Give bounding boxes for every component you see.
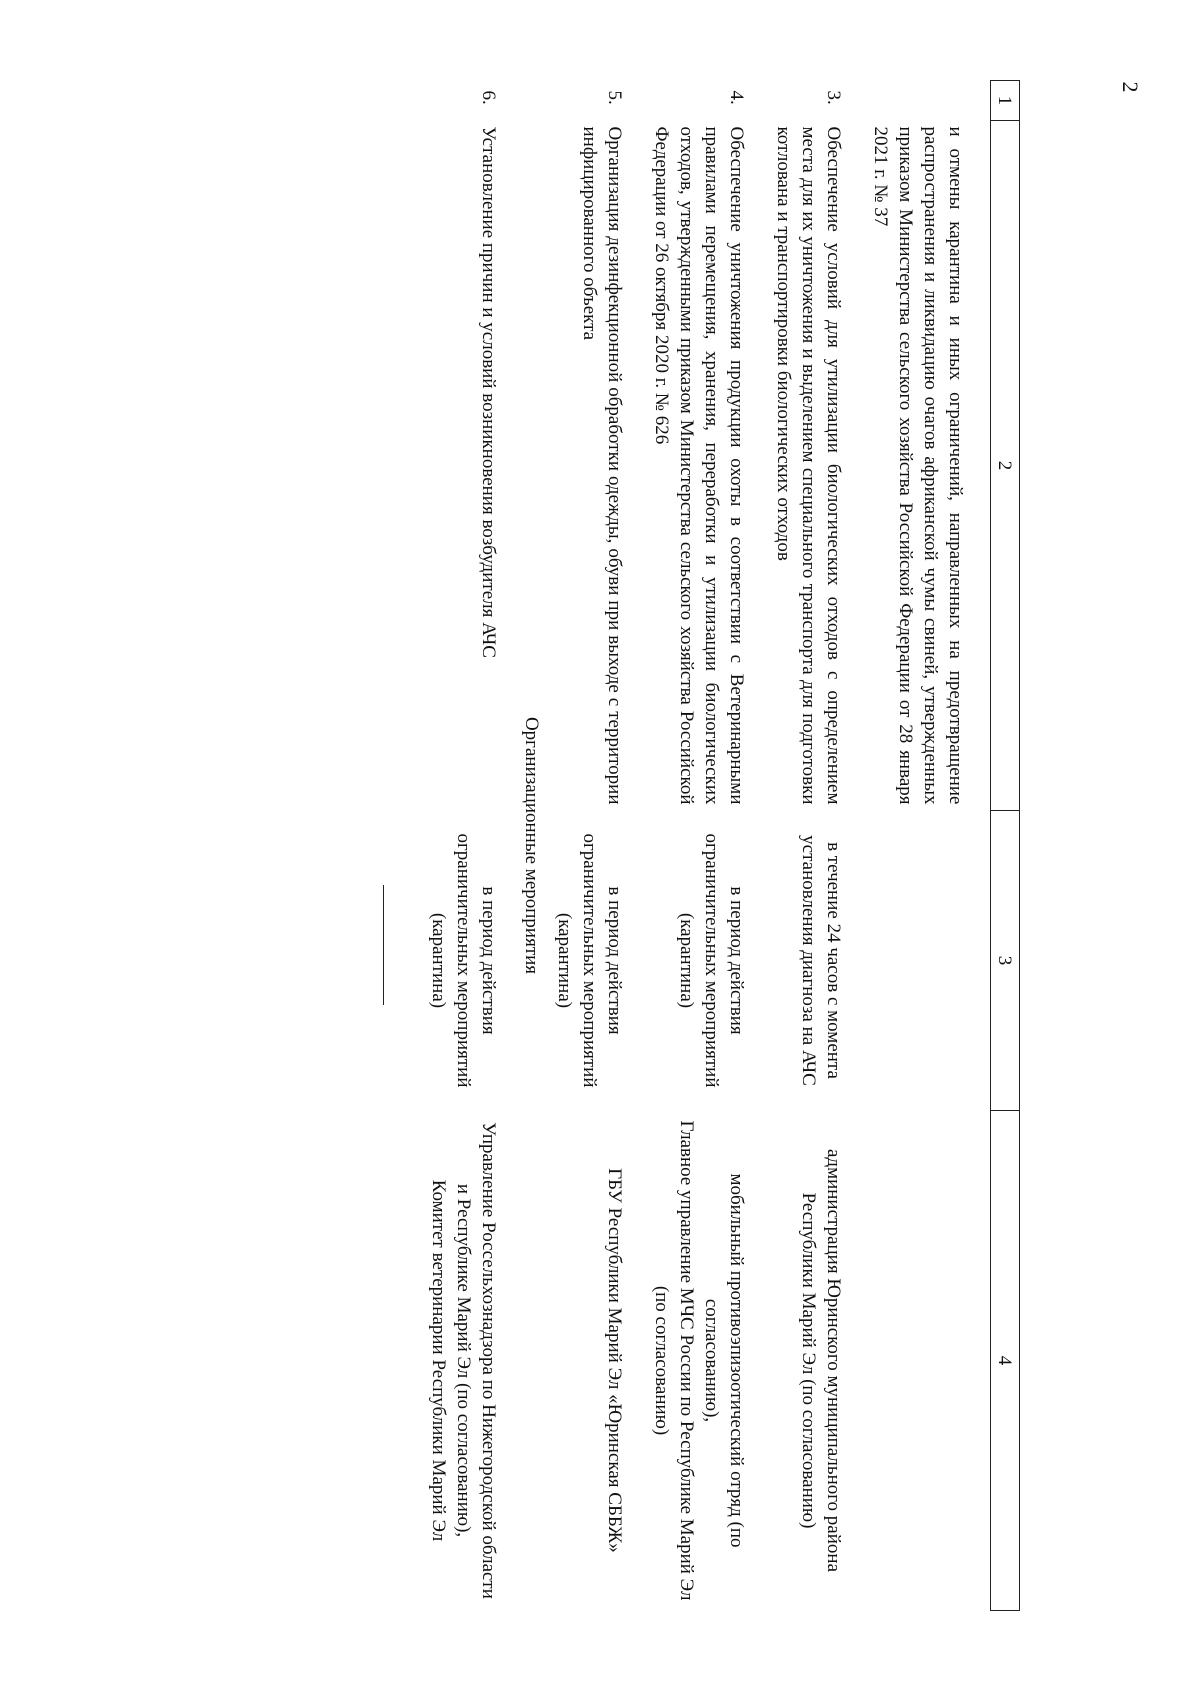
- responsible-cell: [649, 1111, 749, 1611]
- table-row: [649, 81, 749, 1611]
- activity-text: Обеспечение уничтожения продукции охоты в соответствии с Ветеринарными правилами перемещения, хранения, переработки и утилизации биологических отходов, утвержденными приказом Министерства сельского хозяйства Российской Федерации от 26 октября 2020 г. № 626: [651, 126, 747, 805]
- end-of-document-line: [383, 885, 384, 1005]
- responsible-text: Главное управление МЧС России по Республике Марий Эл (по согласованию): [651, 1120, 697, 1601]
- header-col-4: 4: [991, 1111, 1020, 1611]
- table-row-continuation: [868, 81, 968, 1611]
- activity-text: и отмены карантина и иных ограничений, направленных на предотвращение распространения и ликвидацию очагов африканской чумы свиней, утвержденных приказом Министерства сельского хозяйства Российской Федерации от 28 января 2021 г. № 37: [870, 126, 966, 805]
- row-number: 6.: [478, 90, 499, 105]
- term-text: в период действия ограничительных мероприятий (карантина): [428, 833, 499, 1088]
- responsible-cell: [552, 1111, 627, 1611]
- responsible-cell: [426, 1111, 501, 1611]
- responsible-text: мобильный противоэпизоотический отряд (по согласованию),: [701, 1173, 747, 1548]
- responsible-text: Управление Россельхознадзора по Нижегородской области и Республике Марий Эл (по согласованию),: [453, 1122, 499, 1599]
- row-number: 4.: [726, 90, 747, 105]
- term-text: в период действия ограничительных мероприятий (карантина): [554, 833, 625, 1088]
- responsible-text: Комитет ветеринарии Республики Марий Эл: [428, 1179, 449, 1542]
- activity-text: Организация дезинфекционной обработки одежды, обуви при выходе с территории инфицированного объекта: [579, 126, 625, 805]
- section-heading-row: [501, 81, 552, 1611]
- responsible-text: администрация Юринского муниципального района Республики Марий Эл (по согласованию): [798, 1148, 844, 1573]
- row-number: 5.: [604, 90, 625, 105]
- rotated-table-sheet: [160, 80, 1020, 1610]
- header-col-2: 2: [991, 121, 1020, 811]
- responsible-text: ГБУ Республики Марий Эл «Юринская СББЖ»: [604, 1168, 625, 1553]
- page-number: 2: [1118, 81, 1143, 93]
- activity-text: Обеспечение условий для утилизации биологических отходов с определением места для их уничтожения и выделением специального транспорта для подготовки котлована и транспортировки биологических отходов: [773, 126, 844, 805]
- measures-table: [426, 80, 1020, 1611]
- header-col-1: 1: [991, 81, 1020, 121]
- term-text: в течение 24 часов с момента установления диагноза на АЧС: [798, 835, 844, 1086]
- table-row: [552, 81, 627, 1611]
- section-title: Организационные мероприятия: [521, 716, 542, 975]
- row-number: 3.: [823, 90, 844, 105]
- header-row: [991, 81, 1020, 1611]
- table-row: [426, 81, 501, 1611]
- table-row: [771, 81, 846, 1611]
- activity-text: Установление причин и условий возникновения возбудителя АЧС: [478, 126, 499, 658]
- header-col-3: 3: [991, 811, 1020, 1111]
- responsible-cell: [771, 1111, 846, 1611]
- term-text: в период действия ограничительных мероприятий (карантина): [676, 833, 747, 1088]
